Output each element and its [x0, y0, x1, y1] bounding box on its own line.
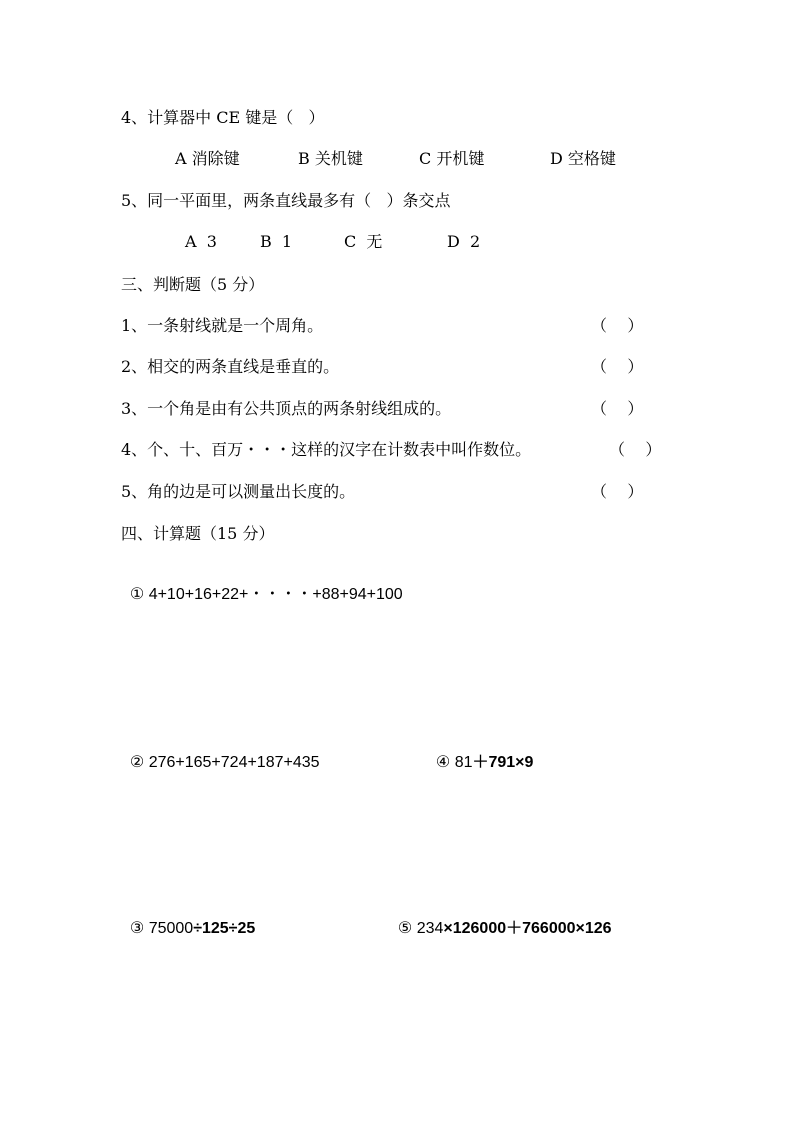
section-judge-title: 三、判断题（5 分）: [121, 275, 265, 294]
judge-item-4-answer-blank: （ ）: [609, 440, 662, 459]
question-4-option-c: C 开机键: [419, 149, 485, 168]
question-4-text: 4、计算器中 CE 键是（ ）: [121, 108, 325, 127]
calc-item-3: [121, 899, 255, 939]
judge-item-3: 3、一个角是由有公共顶点的两条射线组成的。: [121, 399, 452, 418]
calc-item-1-expression: 4+10+16+22+・・・・+88+94+100: [148, 586, 403, 603]
judge-item-1: 1、一条射线就是一个周角。: [121, 316, 324, 335]
question-5-option-d: D 2: [447, 232, 481, 251]
calc-item-2-number: ②: [129, 754, 145, 771]
question-5-text: 5、同一平面里，两条直线最多有（ ）条交点: [121, 191, 451, 210]
calc-item-5: [389, 899, 612, 939]
calc-item-2-expression: 276+165+724+187+435: [148, 754, 320, 771]
calc-item-2: [121, 733, 320, 773]
judge-item-3-answer-blank: （ ）: [591, 399, 644, 418]
question-5-option-a: A 3: [185, 232, 217, 251]
judge-item-2-answer-blank: （ ）: [591, 357, 644, 376]
calc-item-1: [121, 565, 403, 605]
calc-item-4-expression: 81: [454, 754, 473, 771]
judge-item-5-answer-blank: （ ）: [591, 482, 644, 501]
calc-item-4: [427, 733, 533, 773]
calc-item-4-expression-bold: ＋791×9: [472, 754, 534, 771]
calc-item-3-expression-bold: ÷125÷25: [193, 920, 256, 937]
calc-item-3-number: ③: [129, 920, 145, 937]
question-4-option-a: A 消除键: [175, 149, 240, 168]
judge-item-2: 2、相交的两条直线是垂直的。: [121, 357, 340, 376]
calc-item-4-number: ④: [435, 754, 451, 771]
question-4-option-b: B 关机键: [298, 149, 363, 168]
calc-item-5-expression-bold: ×126000＋766000×126: [443, 920, 612, 937]
judge-item-4: 4、个、十、百万・・・这样的汉字在计数表中叫作数位。: [121, 440, 532, 459]
calc-item-1-number: ①: [129, 586, 145, 603]
question-5-option-b: B 1: [260, 232, 293, 251]
calc-item-5-number: ⑤: [397, 920, 413, 937]
calc-item-3-expression: 75000: [148, 920, 194, 937]
judge-item-1-answer-blank: （ ）: [591, 316, 644, 335]
section-calc-title: 四、计算题（15 分）: [121, 524, 275, 543]
judge-item-5: 5、角的边是可以测量出长度的。: [121, 482, 356, 501]
question-4-option-d: D 空格键: [550, 149, 616, 168]
question-5-option-c: C 无: [344, 232, 383, 251]
calc-item-5-expression: 234: [416, 920, 444, 937]
